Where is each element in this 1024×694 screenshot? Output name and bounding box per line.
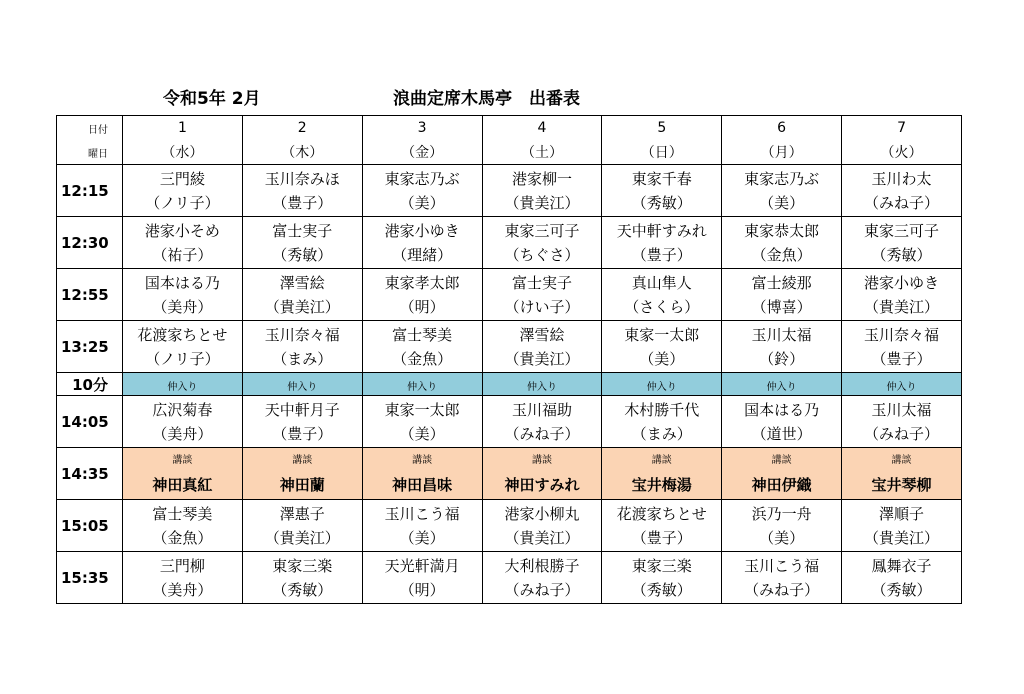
shamisen-player: （豊子） [631, 245, 692, 264]
intermission-cell [482, 373, 602, 396]
intermission-cell [842, 373, 962, 396]
shamisen-player: （道世） [751, 424, 812, 443]
shamisen-player: （美） [399, 193, 445, 212]
shamisen-player: （豊子） [631, 528, 692, 547]
performer-cell [242, 552, 362, 604]
performer-cell [722, 500, 842, 552]
performer-name: 東家一太郎 [624, 325, 700, 344]
shamisen-player: （美） [759, 528, 805, 547]
performer-cell [362, 165, 482, 217]
day-number: 4 [482, 116, 602, 141]
shamisen-player: （貴美江） [504, 349, 580, 368]
shamisen-player: （ノリ子） [145, 349, 220, 368]
shamisen-player: （ノリ子） [145, 193, 220, 212]
intermission-row [57, 373, 962, 396]
performer-name: 玉川こう福 [384, 504, 460, 523]
performer-name: 澤雪絵 [519, 325, 565, 344]
performer-cell [482, 500, 602, 552]
performer-name: 三門綾 [159, 169, 205, 188]
performer-name: 天中軒すみれ [616, 221, 707, 240]
performer-cell [722, 217, 842, 269]
performer-name: 富士実子 [272, 221, 333, 240]
slot-time: 13:25 [57, 321, 123, 373]
kodan-cell [602, 448, 722, 500]
day-weekday: （金） [362, 140, 482, 165]
shamisen-player: （みね子） [504, 424, 580, 443]
shamisen-player: （美） [399, 424, 445, 443]
shamisen-player: （けい子） [504, 297, 580, 316]
weekday-row [57, 140, 962, 165]
performer-name: 玉川太福 [751, 325, 812, 344]
intermission-cell [722, 373, 842, 396]
kodan-performer-name: 神田すみれ [504, 475, 580, 494]
performer-cell [123, 165, 243, 217]
performer-cell [842, 269, 962, 321]
kodan-cell [482, 448, 602, 500]
performer-name: 東家三楽 [631, 556, 692, 575]
performer-name: 港家小ゆき [864, 273, 940, 292]
performer-name: 玉川こう福 [744, 556, 820, 575]
performer-name: 港家柳一 [511, 169, 572, 188]
shamisen-player: （豊子） [871, 349, 932, 368]
performer-name: 港家小そめ [144, 221, 220, 240]
kodan-cell [362, 448, 482, 500]
shamisen-player: （貴美江） [264, 297, 340, 316]
day-number: 6 [722, 116, 842, 141]
schedule-table [56, 115, 962, 604]
performer-cell [242, 321, 362, 373]
shamisen-player: （美舟） [152, 580, 213, 599]
performer-name: 玉川太福 [871, 400, 932, 419]
time-slot-row [57, 552, 962, 604]
day-number: 2 [242, 116, 362, 141]
intermission-label: 仲入り [167, 381, 198, 393]
performer-name: 三門柳 [159, 556, 205, 575]
shamisen-player: （美舟） [152, 297, 213, 316]
performer-name: 玉川福助 [511, 400, 572, 419]
intermission-cell [602, 373, 722, 396]
intermission-cell [242, 373, 362, 396]
performer-cell [602, 500, 722, 552]
kodan-performer-name: 宝井梅湯 [631, 475, 692, 494]
shamisen-player: （豊子） [272, 193, 333, 212]
performer-name: 花渡家ちとせ [137, 325, 228, 344]
slot-time: 12:15 [57, 165, 123, 217]
shamisen-player: （美舟） [152, 424, 213, 443]
performer-cell [842, 552, 962, 604]
performer-cell [242, 396, 362, 448]
shamisen-player: （美） [759, 193, 805, 212]
schedule-title: 浪曲定席木馬亭 出番表 [393, 89, 580, 109]
intermission-cell [123, 373, 243, 396]
performer-cell [602, 321, 722, 373]
time-slot-row [57, 165, 962, 217]
kodan-cell [722, 448, 842, 500]
performer-cell [842, 500, 962, 552]
performer-name: 東家千春 [631, 169, 692, 188]
shamisen-player: （豊子） [272, 424, 333, 443]
day-weekday: （木） [242, 140, 362, 165]
shamisen-player: （理緒） [392, 245, 453, 264]
performer-name: 澤雪絵 [279, 273, 325, 292]
performer-name: 東家三楽 [272, 556, 333, 575]
performer-name: 東家志乃ぶ [384, 169, 460, 188]
performer-cell [842, 217, 962, 269]
performer-name: 富士琴美 [152, 504, 213, 523]
day-weekday: （水） [123, 140, 243, 165]
shamisen-player: （博喜） [751, 297, 812, 316]
shamisen-player: （秀敏） [272, 580, 333, 599]
kodan-performer-name: 神田昌味 [392, 475, 453, 494]
slot-time: 12:30 [57, 217, 123, 269]
slot-time: 15:35 [57, 552, 123, 604]
performer-name: 玉川奈みほ [264, 169, 340, 188]
performer-name: 国本はる乃 [744, 400, 820, 419]
performer-name: 木村勝千代 [624, 400, 700, 419]
shamisen-player: （明） [399, 297, 445, 316]
intermission-label: 仲入り [646, 381, 677, 393]
shamisen-player: （みね子） [864, 424, 940, 443]
performer-name: 富士綾那 [751, 273, 812, 292]
performer-cell [722, 396, 842, 448]
day-number: 1 [123, 116, 243, 141]
shamisen-player: （祐子） [152, 245, 213, 264]
kodan-performer-name: 神田真紅 [152, 475, 213, 494]
intermission-label: 仲入り [526, 381, 557, 393]
shamisen-player: （金魚） [751, 245, 812, 264]
shamisen-player: （貴美江） [504, 193, 580, 212]
day-weekday: （火） [842, 140, 962, 165]
time-slot-row [57, 269, 962, 321]
performer-cell [123, 500, 243, 552]
shamisen-player: （金魚） [392, 349, 453, 368]
kodan-label: 講談 [412, 454, 433, 466]
performer-name: 澤惠子 [279, 504, 325, 523]
day-weekday: （土） [482, 140, 602, 165]
shamisen-player: （金魚） [152, 528, 213, 547]
shamisen-player: （さくら） [624, 297, 700, 316]
kodan-label: 講談 [771, 454, 792, 466]
kodan-label: 講談 [531, 454, 552, 466]
performer-cell [482, 165, 602, 217]
performer-name: 澤順子 [879, 504, 925, 523]
weekday-label: 曜日 [57, 140, 123, 165]
shamisen-player: （貴美江） [264, 528, 340, 547]
performer-name: 鳳舞衣子 [871, 556, 932, 575]
shamisen-player: （秀敏） [272, 245, 333, 264]
performer-name: 玉川わ太 [871, 169, 932, 188]
performer-cell [842, 321, 962, 373]
performer-name: 東家三可子 [504, 221, 580, 240]
intermission-label: 仲入り [407, 381, 438, 393]
date-label: 日付 [57, 116, 123, 141]
kodan-performer-name: 宝井琴柳 [871, 475, 932, 494]
performer-cell [362, 321, 482, 373]
kodan-cell [842, 448, 962, 500]
performer-name: 東家三可子 [864, 221, 940, 240]
performer-cell [123, 552, 243, 604]
shamisen-player: （秀敏） [631, 193, 692, 212]
performer-cell [482, 217, 602, 269]
shamisen-player: （貴美江） [864, 297, 940, 316]
performer-cell [362, 396, 482, 448]
performer-name: 玉川奈々福 [864, 325, 940, 344]
shamisen-player: （ちぐさ） [504, 245, 580, 264]
time-slot-row [57, 500, 962, 552]
performer-cell [242, 500, 362, 552]
slot-time: 15:05 [57, 500, 123, 552]
kodan-label: 講談 [891, 454, 912, 466]
shamisen-player: （まみ） [272, 349, 333, 368]
day-number: 3 [362, 116, 482, 141]
shamisen-player: （美） [639, 349, 685, 368]
performer-cell [362, 217, 482, 269]
performer-cell [123, 396, 243, 448]
kodan-cell [242, 448, 362, 500]
performer-name: 富士琴美 [392, 325, 453, 344]
performer-name: 東家孝太郎 [384, 273, 460, 292]
performer-cell [242, 165, 362, 217]
day-number: 5 [602, 116, 722, 141]
performer-name: 広沢菊春 [152, 400, 213, 419]
performer-cell [842, 396, 962, 448]
performer-cell [482, 396, 602, 448]
performer-name: 玉川奈々福 [264, 325, 340, 344]
performer-cell [242, 269, 362, 321]
time-slot-row [57, 321, 962, 373]
performer-cell [482, 269, 602, 321]
intermission-label: 仲入り [766, 381, 797, 393]
slot-time: 12:55 [57, 269, 123, 321]
performer-name: 天中軒月子 [264, 400, 340, 419]
shamisen-player: （みね子） [504, 580, 580, 599]
performer-cell [602, 217, 722, 269]
performer-name: 富士実子 [511, 273, 572, 292]
performer-name: 東家一太郎 [384, 400, 460, 419]
shamisen-player: （みね子） [864, 193, 940, 212]
kodan-label: 講談 [292, 454, 313, 466]
kodan-cell [123, 448, 243, 500]
intermission-cell [362, 373, 482, 396]
performer-cell [362, 500, 482, 552]
kodan-row [57, 448, 962, 500]
shamisen-player: （秀敏） [631, 580, 692, 599]
shamisen-player: （秀敏） [871, 245, 932, 264]
shamisen-player: （鈴） [759, 349, 805, 368]
kodan-label: 講談 [172, 454, 193, 466]
performer-cell [123, 269, 243, 321]
performer-name: 国本はる乃 [144, 273, 220, 292]
date-row [57, 116, 962, 141]
kodan-performer-name: 神田伊織 [751, 475, 812, 494]
shamisen-player: （まみ） [631, 424, 692, 443]
schedule-month: 令和5年 2月 [163, 89, 261, 109]
day-weekday: （日） [602, 140, 722, 165]
performer-cell [482, 321, 602, 373]
performer-cell [362, 552, 482, 604]
performer-name: 大利根勝子 [504, 556, 580, 575]
performer-cell [602, 396, 722, 448]
intermission-label: 仲入り [287, 381, 318, 393]
shamisen-player: （貴美江） [864, 528, 940, 547]
performer-cell [722, 321, 842, 373]
performer-cell [482, 552, 602, 604]
intermission-label: 仲入り [886, 381, 917, 393]
performer-cell [602, 269, 722, 321]
performer-cell [602, 552, 722, 604]
performer-name: 浜乃一舟 [751, 504, 812, 523]
kodan-performer-name: 神田蘭 [279, 475, 325, 494]
performer-cell [722, 269, 842, 321]
performer-name: 東家恭太郎 [744, 221, 820, 240]
shamisen-player: （貴美江） [504, 528, 580, 547]
slot-time: 14:35 [57, 448, 123, 500]
intermission-duration: 10分 [57, 373, 123, 396]
time-slot-row [57, 396, 962, 448]
performer-cell [602, 165, 722, 217]
performer-name: 東家志乃ぶ [744, 169, 820, 188]
shamisen-player: （美） [399, 528, 445, 547]
shamisen-player: （明） [399, 580, 445, 599]
performer-cell [123, 321, 243, 373]
performer-name: 港家小ゆき [384, 221, 460, 240]
performer-name: 花渡家ちとせ [616, 504, 707, 523]
performer-cell [842, 165, 962, 217]
performer-cell [123, 217, 243, 269]
performer-cell [242, 217, 362, 269]
day-weekday: （月） [722, 140, 842, 165]
performer-name: 港家小柳丸 [504, 504, 580, 523]
day-number: 7 [842, 116, 962, 141]
performer-name: 真山隼人 [631, 273, 692, 292]
slot-time: 14:05 [57, 396, 123, 448]
performer-cell [722, 165, 842, 217]
performer-cell [722, 552, 842, 604]
kodan-label: 講談 [651, 454, 672, 466]
performer-cell [362, 269, 482, 321]
shamisen-player: （みね子） [744, 580, 820, 599]
shamisen-player: （秀敏） [871, 580, 932, 599]
performer-name: 天光軒満月 [384, 556, 460, 575]
time-slot-row [57, 217, 962, 269]
